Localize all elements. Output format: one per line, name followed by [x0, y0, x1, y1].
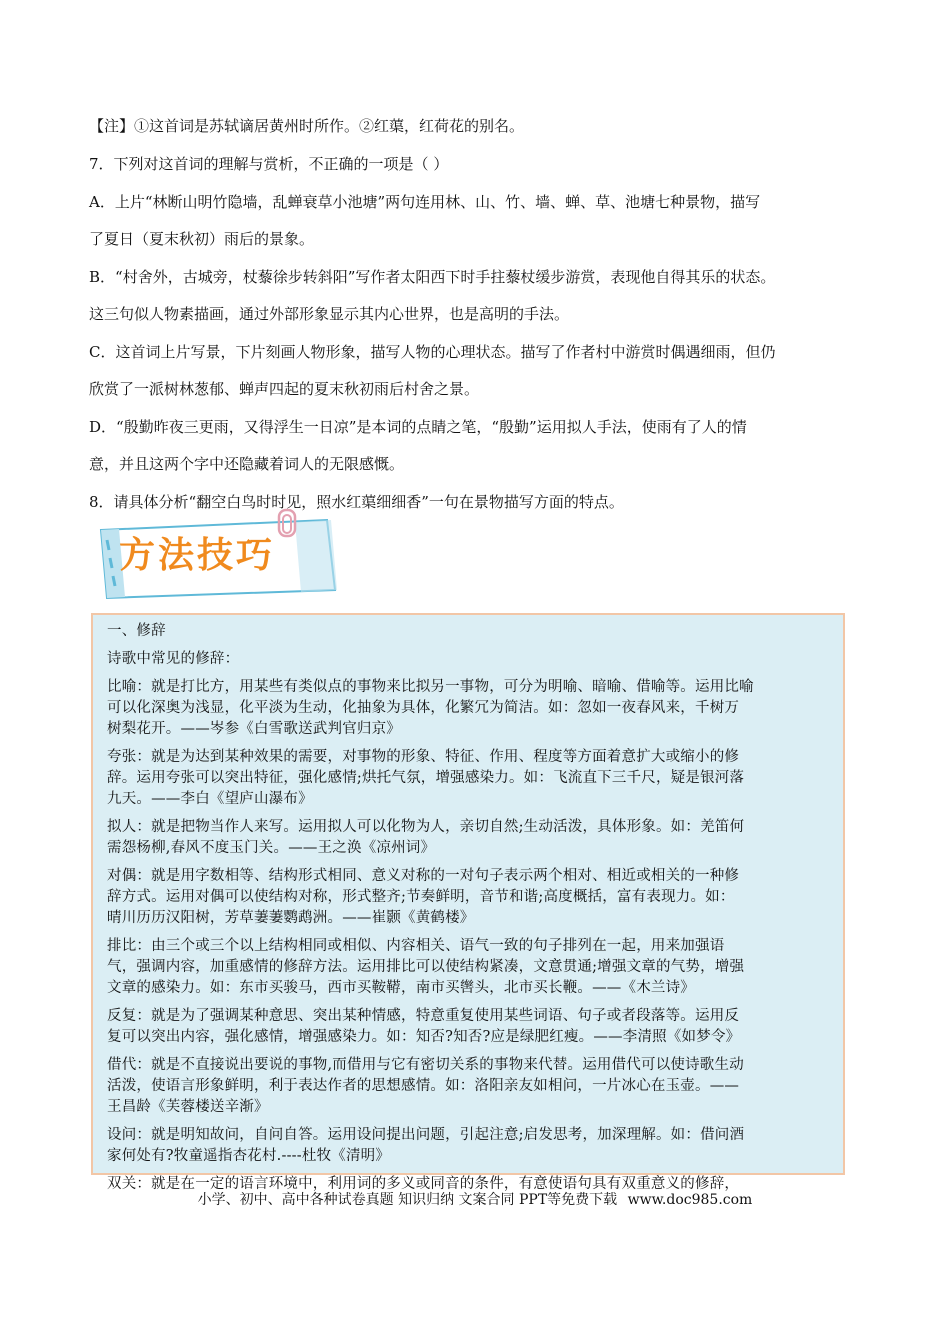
option-b	[89, 267, 869, 324]
option-a-line-1: A．上片“林断山明竹隐墙，乱蝉衰草小池塘”两句连用林、山、竹、墙、蝉、草、池塘七种景物，描写	[89, 193, 761, 211]
paragraph-line: 王昌龄《芙蓉楼送辛渐》	[107, 1099, 269, 1115]
method-content	[107, 621, 835, 1202]
rhetoric-repetition	[107, 1006, 835, 1048]
rhetoric-parallelism	[107, 936, 835, 999]
method-content-box	[91, 613, 845, 1192]
question-block	[89, 116, 869, 512]
rhetoric-rhetorical-question	[107, 1125, 835, 1167]
rhetoric-metonymy	[107, 1055, 835, 1118]
paragraph-line: 辞。运用夸张可以突出特征，强化感情;烘托气氛，增强感染力。如：飞流直下三千尺，疑是银河落	[107, 770, 745, 786]
question-8: 8．请具体分析“翻空白鸟时时见，照水红蕖细细香”一句在景物描写方面的特点。	[89, 493, 624, 511]
footer-url[interactable]: www.doc985.com	[627, 1192, 753, 1208]
paragraph-line: 夸张：就是为达到某种效果的需要，对事物的形象、特征、作用、程度等方面着意扩大或缩小的修	[107, 749, 740, 765]
option-a	[89, 192, 869, 249]
option-c-line-2: 欣赏了一派树林葱郁、蝉声四起的夏末秋初雨后村舍之景。	[89, 380, 480, 398]
paragraph-line: 拟人：就是把物当作人来写。运用拟人可以化物为人，亲切自然;生动活泼，具体形象。如：羌笛何	[107, 819, 745, 835]
option-a-line-2: 了夏日（夏末秋初）雨后的景象。	[89, 230, 315, 248]
paragraph-line: 对偶：就是用字数相等、结构形式相同、意义对称的一对句子表示两个相对、相近或相关的一种修	[107, 868, 740, 884]
paragraph-line: 排比：由三个或三个以上结构相同或相似、内容相关、语气一致的句子排列在一起，用来加强语	[107, 938, 725, 954]
rhetoric-hyperbole	[107, 747, 835, 810]
paragraph-line: 树梨花开。——岑参《白雪歌送武判官归京》	[107, 721, 401, 737]
paragraph-line: 文章的感染力。如：东市买骏马，西市买鞍鞯，南市买辔头，北市买长鞭。——《木兰诗》	[107, 980, 695, 996]
paragraph-line: 晴川历历汉阳树，芳草萋萋鹦鹉洲。——崔颢《黄鹤楼》	[107, 910, 475, 926]
option-c	[89, 342, 869, 399]
rhetoric-metaphor	[107, 677, 835, 740]
method-intro: 诗歌中常见的修辞：	[107, 651, 240, 667]
method-heading: 一、修辞	[107, 623, 166, 639]
paragraph-line: 家何处有?牧童遥指杏花村.----杜牧《清明》	[107, 1148, 391, 1164]
paragraph-line: 活泼，使语言形象鲜明，利于表达作者的思想感情。如：洛阳亲友如相问，一片冰心在玉壶。——	[107, 1078, 740, 1094]
option-c-line-1: C．这首词上片写景，下片刻画人物形象，描写人物的心理状态。描写了作者村中游赏时偶遇细雨，但仍	[89, 343, 776, 361]
paragraph-line: 九天。——李白《望庐山瀑布》	[107, 791, 313, 807]
option-d-line-2: 意，并且这两个字中还隐藏着词人的无限感慨。	[89, 455, 405, 473]
paragraph-line: 可以化深奥为浅显，化平淡为生动，化抽象为具体，化繁冗为简洁。如：忽如一夜春风来，千树万	[107, 700, 740, 716]
paragraph-line: 反复：就是为了强调某种意思、突出某种情感，特意重复使用某些词语、句子或者段落等。运用反	[107, 1008, 740, 1024]
method-banner	[95, 506, 340, 601]
paragraph-line: 辞方式。运用对偶可以使结构对称，形式整齐;节奏鲜明，音节和谐;高度概括，富有表现力。如：	[107, 889, 735, 905]
paragraph-line: 比喻：就是打比方，用某些有类似点的事物来比拟另一事物，可分为明喻、暗喻、借喻等。运用比喻	[107, 679, 754, 695]
paragraph-line: 借代：就是不直接说出要说的事物,而借用与它有密切关系的事物来代替。运用借代可以使诗歌生动	[107, 1057, 744, 1073]
paragraph-line: 气，强调内容，加重感情的修辞方法。运用排比可以使结构紧凑，文意贯通;增强文章的气势，增强	[107, 959, 745, 975]
banner-title: 方法技巧	[119, 535, 276, 576]
option-d-line-1: D．“殷勤昨夜三更雨，又得浮生一日凉”是本词的点睛之笔，“殷勤”运用拟人手法，使雨有了人的情	[89, 418, 747, 436]
paragraph-line: 双关：就是在一定的语言环境中，利用词的多义或同音的条件，有意使语句具有双重意义的修辞，	[107, 1176, 740, 1192]
option-d	[89, 417, 869, 474]
rhetoric-antithesis	[107, 866, 835, 929]
footer-text: 小学、初中、高中各种试卷真题 知识归纳 文案合同 PPT等免费下载	[197, 1192, 618, 1208]
poem-note: 【注】①这首词是苏轼谪居黄州时所作。②红蕖，红荷花的别名。	[89, 117, 525, 135]
page-footer	[0, 1190, 950, 1210]
rhetoric-personification	[107, 817, 835, 859]
option-b-line-2: 这三句似人物素描画，通过外部形象显示其内心世界，也是高明的手法。	[89, 305, 570, 323]
paragraph-line: 设问：就是明知故问，自问自答。运用设问提出问题，引起注意;启发思考，加深理解。如：借问酒	[107, 1127, 745, 1143]
option-b-line-1: B．“村舍外，古城旁，杖藜徐步转斜阳”写作者太阳西下时手拄藜杖缓步游赏，表现他自得其乐的状态。	[89, 268, 776, 286]
question-7-title: 7．下列对这首词的理解与赏析，不正确的一项是（ ）	[89, 155, 449, 173]
paragraph-line: 需怨杨柳,春风不度玉门关。——王之涣《凉州词》	[107, 840, 436, 856]
paragraph-line: 复可以突出内容，强化感情，增强感染力。如：知否?知否?应是绿肥红瘦。——李清照《如梦令》	[107, 1029, 741, 1045]
